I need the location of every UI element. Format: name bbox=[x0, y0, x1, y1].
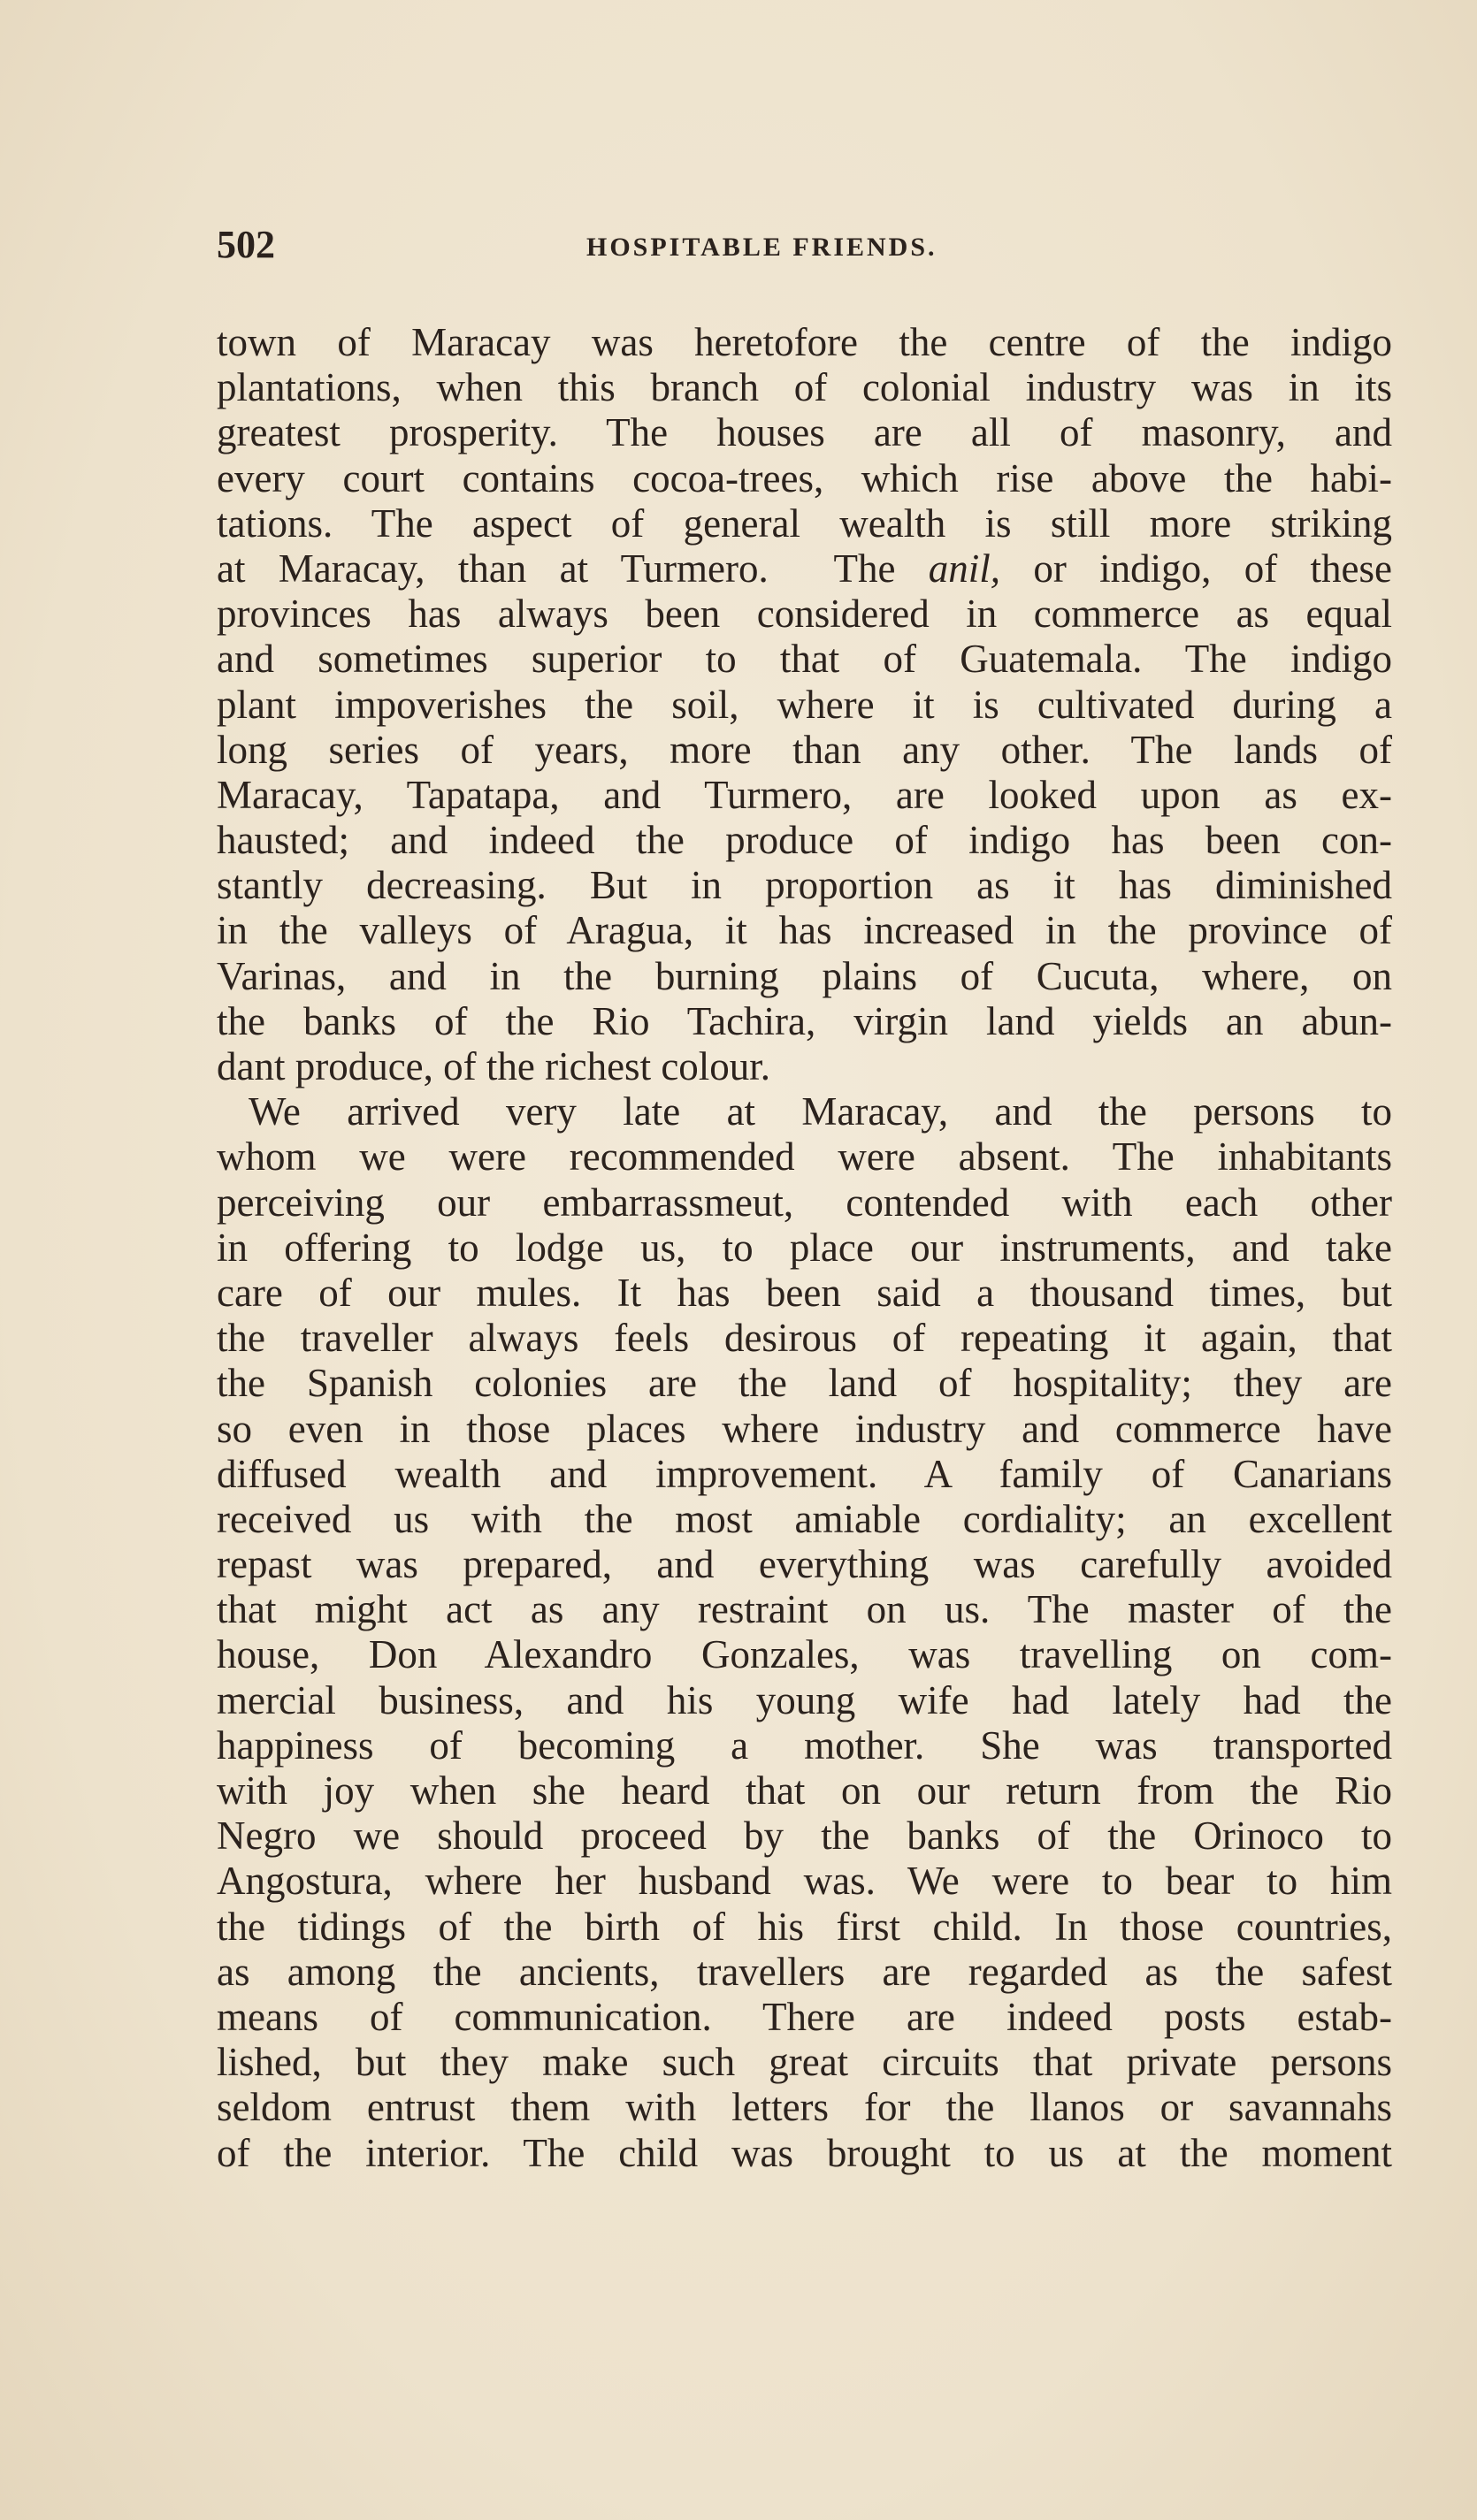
text-line bbox=[217, 546, 1392, 592]
text-line: mercial business, and his young wife had lately had the bbox=[217, 1677, 1392, 1722]
text-line: the Spanish colonies are the land of hospitality; they are bbox=[217, 1361, 1392, 1406]
body-text bbox=[217, 320, 1392, 2176]
text-line: plantations, when this branch of colonial industry was in its bbox=[217, 365, 1392, 410]
text-line: long series of years, more than any other. The lands of bbox=[217, 727, 1392, 772]
text-line: greatest prosperity. The houses are all of masonry, and bbox=[217, 410, 1392, 455]
text-line: care of our mules. It has been said a thousand times, but bbox=[217, 1270, 1392, 1315]
text-line: every court contains cocoa-trees, which rise above the habi- bbox=[217, 455, 1392, 500]
text-line: hausted; and indeed the produce of indigo has been con- bbox=[217, 818, 1392, 863]
text-line: dant produce, of the richest colour. bbox=[217, 1044, 771, 1088]
text-line: the banks of the Rio Tachira, virgin land yields an abun- bbox=[217, 998, 1392, 1043]
text-line: in the valleys of Aragua, it has increased in the province of bbox=[217, 908, 1392, 953]
text-line: as among the ancients, travellers are regarded as the safest bbox=[217, 1949, 1392, 1994]
text-line: the traveller always feels desirous of repeating it again, that bbox=[217, 1316, 1392, 1361]
running-title: HOSPITABLE FRIENDS. bbox=[586, 233, 937, 262]
text-line: Varinas, and in the burning plains of Cucuta, where, on bbox=[217, 953, 1392, 998]
text-line: stantly decreasing. But in proportion as it has diminished bbox=[217, 863, 1392, 908]
text-line: received us with the most amiable cordiality; an excellent bbox=[217, 1496, 1392, 1541]
text-line: in offering to lodge us, to place our instruments, and take bbox=[217, 1225, 1392, 1270]
text-line: town of Maracay was heretofore the centre of the indigo bbox=[217, 320, 1392, 364]
text-line: lished, but they make such great circuits that private persons bbox=[217, 2040, 1392, 2085]
text-line: Maracay, Tapatapa, and Turmero, are looked upon as ex- bbox=[217, 772, 1392, 817]
text-line: and sometimes superior to that of Guatemala. The indigo bbox=[217, 637, 1392, 682]
text-line: means of communication. There are indeed posts estab- bbox=[217, 1994, 1392, 2039]
text-line: Negro we should proceed by the banks of the Orinoco to bbox=[217, 1814, 1392, 1859]
text-line: tations. The aspect of general wealth is still more striking bbox=[217, 500, 1392, 546]
text-line: that might act as any restraint on us. The master of the bbox=[217, 1587, 1392, 1632]
text-line: diffused wealth and improvement. A family of Canarians bbox=[217, 1451, 1392, 1496]
text-span: or indigo, of these bbox=[1000, 546, 1392, 591]
page-number: 502 bbox=[217, 223, 275, 266]
text-line: perceiving our embarrassmeut, contended with each other bbox=[217, 1180, 1392, 1225]
text-line: seldom entrust them with letters for the llanos or savannahs bbox=[217, 2085, 1392, 2130]
text-line: repast was prepared, and everything was carefully avoided bbox=[217, 1542, 1392, 1587]
page-header bbox=[217, 223, 1392, 267]
text-span: at Maracay, than at Turmero. The bbox=[217, 546, 929, 591]
text-line: We arrived very late at Maracay, and the persons to bbox=[249, 1089, 1392, 1134]
text-line: happiness of becoming a mother. She was transported bbox=[217, 1722, 1392, 1768]
text-line: plant impoverishes the soil, where it is cultivated during a bbox=[217, 682, 1392, 727]
text-line: of the interior. The child was brought to us at the moment bbox=[217, 2130, 1392, 2175]
italic-word: anil, bbox=[928, 546, 1001, 591]
text-line: the tidings of the birth of his first child. In those countries, bbox=[217, 1904, 1392, 1949]
text-line: whom we were recommended were absent. The inhabitants bbox=[217, 1134, 1392, 1180]
text-line: with joy when she heard that on our return from the Rio bbox=[217, 1768, 1392, 1813]
text-line: provinces has always been considered in commerce as equal bbox=[217, 592, 1392, 637]
text-line: so even in those places where industry and commerce have bbox=[217, 1406, 1392, 1451]
text-line: house, Don Alexandro Gonzales, was travelling on com- bbox=[217, 1632, 1392, 1677]
text-line: Angostura, where her husband was. We were to bear to him bbox=[217, 1859, 1392, 1904]
